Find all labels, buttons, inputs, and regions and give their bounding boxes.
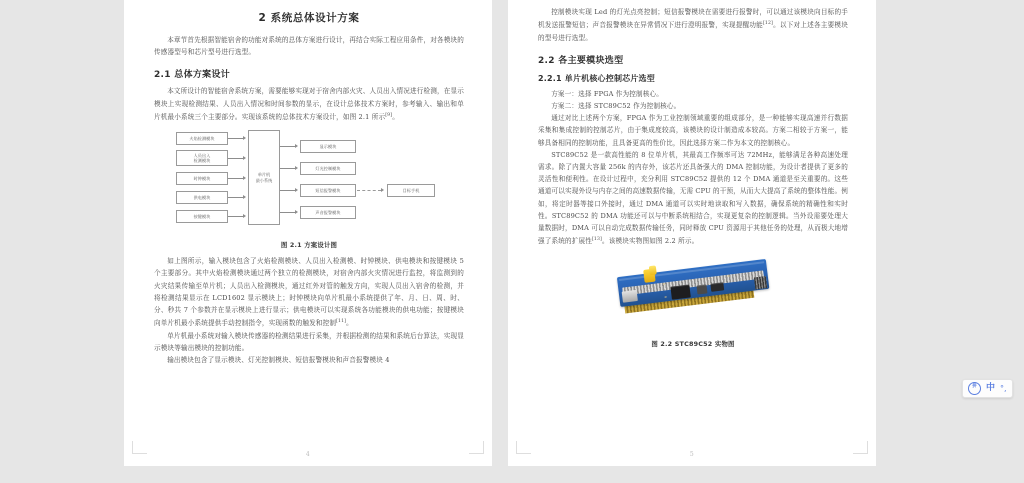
figure-2-1-caption: 图 2.1 方案设计图: [280, 241, 338, 250]
document-page-right[interactable]: [508, 0, 876, 466]
diagram-arrow-sms-to-phone: [381, 188, 384, 192]
diagram-block-key: 按键模块: [176, 210, 228, 223]
board-yellow-jumper-2: [649, 265, 657, 275]
paragraph-2-2-1-2-tail: 。该模块实物图如图 2.2 所示。: [601, 237, 699, 246]
intro-paragraph: 本章节首先根据智能宿舍的功能对系统的总体方案进行设计，再结合实际工程应用条件，对各模块的传感器型号和芯片型号进行选型。: [154, 36, 464, 57]
diagram-connector-out-0: [280, 146, 296, 147]
section-heading-2-1: 2.1 总体方案设计: [154, 70, 231, 81]
paragraph-2-1-2: [154, 255, 464, 329]
page-number-left: 4: [305, 451, 311, 458]
page-left-content: [154, 6, 464, 448]
diagram-arrow-in-0: [243, 136, 246, 140]
diagram-connector-in-4: [228, 216, 244, 217]
ime-punctuation-toggle[interactable]: °,: [1000, 383, 1007, 393]
page-right-content: [538, 6, 848, 448]
paragraph-2-2-1-2: [538, 149, 848, 248]
option-1-text: 方案一：选择 FPGA 作为控制核心。: [551, 89, 663, 98]
diagram-arrow-in-1: [243, 156, 246, 160]
paragraph-2-1-1-text: 本文所设计的智能宿舍系统方案，需要能够实现对于宿舍内部火灾、人员出入情况进行检测，在显示模块上实现检测结果、人员出入情况和时间参数的显示，在设计总体技术方案时，参考输入、输出和单片机最小系统三个主要部分。实现该系统的总体技术方案设计，如图 2.1 所示: [154, 87, 464, 121]
paragraph-2-1-3: 单片机最小系统对输入模块传感器的检测结果进行采集，并根据检测的结果和系统后台算法，实现显示模块等输出模块的控制功能。: [154, 331, 464, 352]
citation-ref-12: [12]: [762, 21, 773, 27]
diagram-arrow-in-3: [243, 195, 246, 199]
board-secondary-chip: [710, 282, 724, 292]
diagram-connector-in-3: [228, 197, 244, 198]
ime-toolbar[interactable]: [962, 379, 1013, 398]
diagram-block-light-control: 灯光控制模块: [300, 162, 356, 175]
figure-2-2-board-photo: [538, 254, 848, 336]
board-smd-0: [663, 283, 665, 285]
paragraph-2-1-2-text: 如上图所示，输入模块包含了火焰检测模块、人员出入检测模、时钟模块、供电模块和按键模块 5 个主要部分。其中火焰检测模块通过两个独立的检测模块，对宿舍内部火灾情况进行监控，将监测到的火灾结果传输至单片机；人员出入检测模块，通过红外对管的触发方向，实现人员出入宿舍的检测，并将检测结果显示在 LCD1602 显示模块上；时钟模块向单片机最小系统提供了年、月、日、周、时、分、秒共 7 个参数并在显示模块上进行显示；供电模块可以实现系统各功能模块的供电功能；按键模块向单片机最小系统提供手动控制指令，实现函数的触发和控制: [154, 257, 464, 328]
diagram-connector-out-1: [280, 168, 296, 169]
page-number-right: 5: [689, 451, 695, 458]
diagram-block-person-access-line2: 检测模块: [193, 158, 211, 164]
diagram-arrow-in-4: [243, 214, 246, 218]
paragraph-2-1-1-tail: 。: [392, 113, 399, 121]
diagram-connector-out-3: [280, 212, 296, 213]
diagram-arrow-out-1: [295, 166, 298, 170]
diagram-connector-out-2: [280, 190, 296, 191]
diagram-connector-in-0: [228, 138, 244, 139]
mcu-board-image: [616, 249, 771, 315]
paragraph-top-right-text: 控制模块实现 Led 的灯光点亮控制；短信报警模块在需要进行报警时，可以通过该模块向目标的手机发送报警短信；声音报警模块在异常情况下进行澄明报警，实现提醒功能: [538, 8, 848, 30]
diagram-block-display: 显示模块: [300, 140, 356, 153]
board-jumper-pins: [754, 276, 767, 289]
diagram-block-mcu-line1: 单片机: [257, 172, 271, 178]
paragraph-2-1-1: [154, 85, 464, 123]
board-crystal-oscillator: [696, 284, 707, 294]
diagram-connector-sms-to-phone: [357, 190, 381, 191]
section-heading-2-2: 2.2 各主要模块选型: [538, 55, 624, 66]
paragraph-top-right-tail: 。以下对上述各主要模块的型号进行选型。: [538, 21, 848, 42]
diagram-block-flame-detection: 火焰检测模块: [176, 132, 228, 145]
figure-2-1-block-diagram: [154, 129, 464, 237]
document-page-left[interactable]: [124, 0, 492, 466]
citation-ref-13: [13]: [591, 237, 602, 243]
diagram-arrow-out-0: [295, 144, 298, 148]
ime-logo-icon[interactable]: 拼: [968, 382, 981, 395]
diagram-arrow-in-2: [243, 176, 246, 180]
paragraph-2-1-2-tail: 。: [346, 319, 353, 328]
board-smd-1: [665, 296, 667, 298]
board-main-chip: [670, 284, 690, 299]
paragraph-top-right: [538, 6, 848, 44]
diagram-block-sms-alarm: 短信报警模块: [300, 184, 356, 197]
board-smd-2: [727, 275, 729, 277]
diagram-block-sound-alarm: 声音报警模块: [300, 206, 356, 219]
citation-ref-9: [9]: [385, 112, 393, 118]
diagram-arrow-out-3: [295, 210, 298, 214]
diagram-block-mcu-line2: 最小系统: [255, 177, 273, 183]
paragraph-2-2-1-1: 通过对比上述两个方案，FPGA 作为工业控制领域重要的组成部分，是一种能够实现高速并行数据采集和集成控制的控制芯片，由于集成度较高，该模块的设计制造成本较高。方案二相较于方案一，能够具备相同的控制功能，且具备更高的性价比，因此选择方案二作为本文的控制核心。: [538, 114, 848, 147]
option-2-text: 方案二：选择 STC89C52 作为控制核心。: [551, 102, 681, 110]
diagram-block-clock: 时钟模块: [176, 172, 228, 185]
diagram-block-person-access-detection: [176, 150, 228, 166]
diagram-block-power-supply: 供电模块: [176, 191, 228, 204]
section-heading-2-2-1: 2.2.1 单片机核心控制芯片选型: [538, 73, 655, 83]
paragraph-2-2-1-2-text: STC89C52 是一款高性能的 8 位单片机，其最高工作频率可达 72MHz，能够满足各种高速处理需求。除了内置大容量 256k 的内存外，该芯片还具备强大的 DMA 控制功能，为设计者提供了更多的灵活性和便利性。在设计过程中，充分利用 STC89C52 提供的 12 个 DMA 通道是至关重要的。这些通道可以实现外设与内存之间的高速数据传输，无需 CPU 的干预，从而大大提高了系统的整体性能。例如，将定时器等接口外接时，通过 DMA 通道可以实时地读取和写入数据，确保系统的精确性和实时性。STC89C52 的 DMA 功能还可以与中断系统相结合，实现更复杂的控制逻辑。当外设需要处理大量数据时，DMA 可以自动完成数据传输任务，同时释放 CPU 资源用于其他任务的处理，从而极大地增强了系统的扩展性: [538, 150, 848, 246]
diagram-connector-in-2: [228, 178, 244, 179]
diagram-connector-in-1: [228, 158, 244, 159]
board-usb-port: [622, 290, 638, 303]
diagram-arrow-out-2: [295, 188, 298, 192]
diagram-block-target-phone: 目标手机: [387, 184, 435, 197]
figure-2-2-caption: 图 2.2 STC89C52 实物图: [651, 339, 735, 348]
diagram-block-mcu-core: [248, 130, 280, 225]
paragraph-2-1-4: 输出模块包含了显示模块、灯光控制模块、短信报警模块和声音报警模块 4: [167, 356, 390, 365]
chapter-title: 2 系统总体设计方案: [258, 12, 360, 24]
ime-language-toggle[interactable]: 中: [986, 383, 996, 393]
citation-ref-11: [11]: [336, 319, 347, 325]
diagram-block-person-access-line1: 人员出入: [193, 153, 211, 158]
